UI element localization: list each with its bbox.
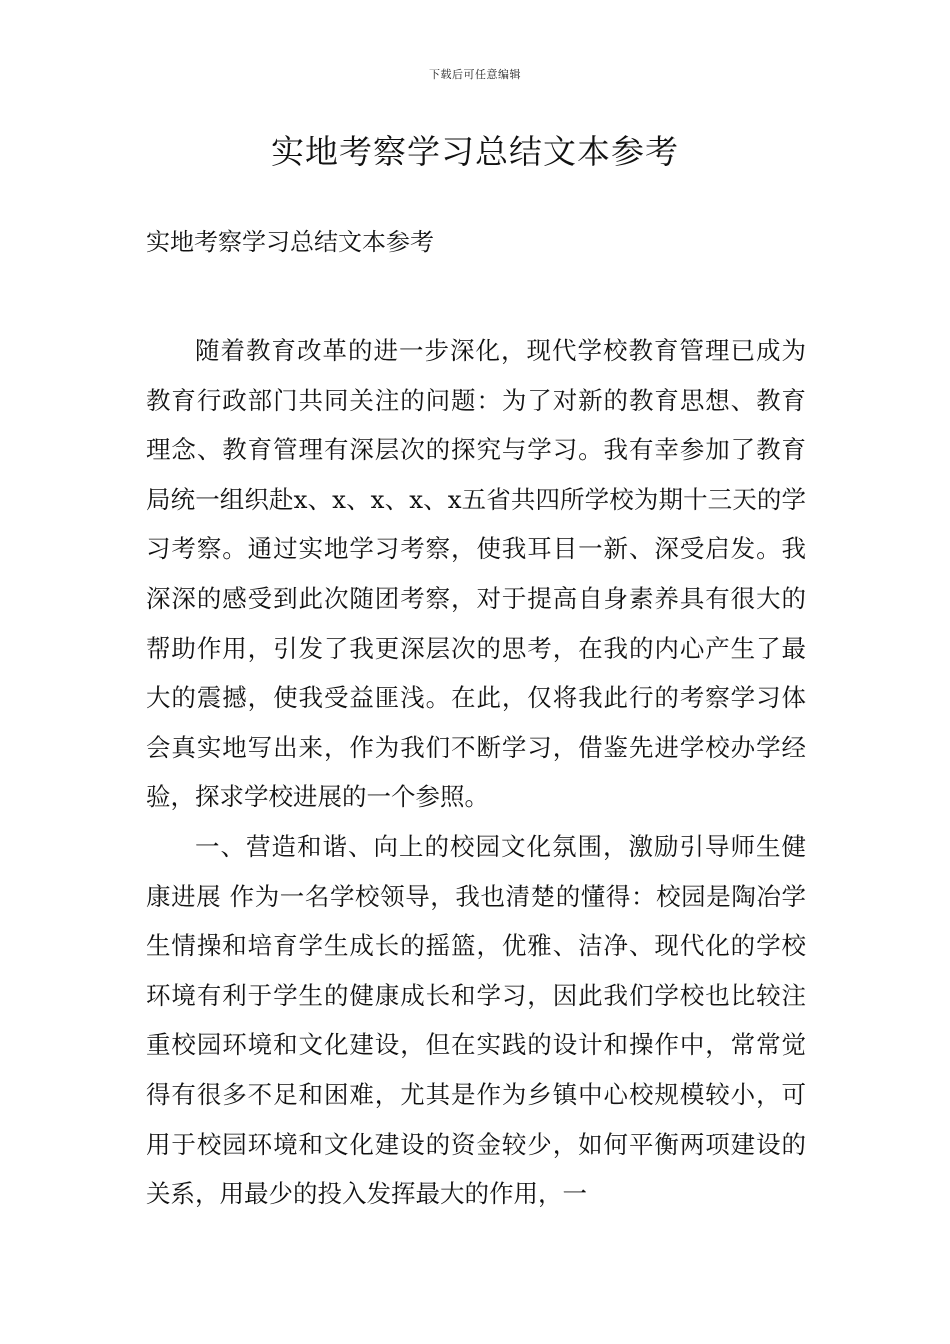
document-subtitle: 实地考察学习总结文本参考	[146, 228, 434, 256]
paragraph-intro: 随着教育改革的进一步深化，现代学校教育管理已成为教育行政部门共同关注的问题：为了对新的教育思想、教育理念、教育管理有深层次的探究与学习。我有幸参加了教育局统一组织赴x、x、x、x、x五省共四所学校为期十三天的学习考察。通过实地学习考察，使我耳目一新、深受启发。我深深的感受到此次随团考察，对于提高自身素养具有很大的帮助作用，引发了我更深层次的思考，在我的内心产生了最大的震撼，使我受益匪浅。在此，仅将我此行的考察学习体会真实地写出来，作为我们不断学习，借鉴先进学校办学经验，探求学校进展的一个参照。	[146, 336, 806, 812]
document-title: 实地考察学习总结文本参考	[271, 132, 679, 171]
header-note: 下载后可任意编辑	[429, 68, 521, 81]
document-body	[146, 326, 806, 1219]
paragraph-section-one: 一、营造和谐、向上的校园文化氛围，激励引导师生健康进展 作为一名学校领导，我也清楚的懂得：校园是陶冶学生情操和培育学生成长的摇篮，优雅、洁净、现代化的学校环境有利于学生的健康成长和学习，因此我们学校也比较注重校园环境和文化建设，但在实践的设计和操作中，常常觉得有很多不足和困难，尤其是作为乡镇中心校规模较小，可用于校园环境和文化建设的资金较少，如何平衡两项建设的关系，用最少的投入发挥最大的作用，一	[146, 831, 806, 1209]
